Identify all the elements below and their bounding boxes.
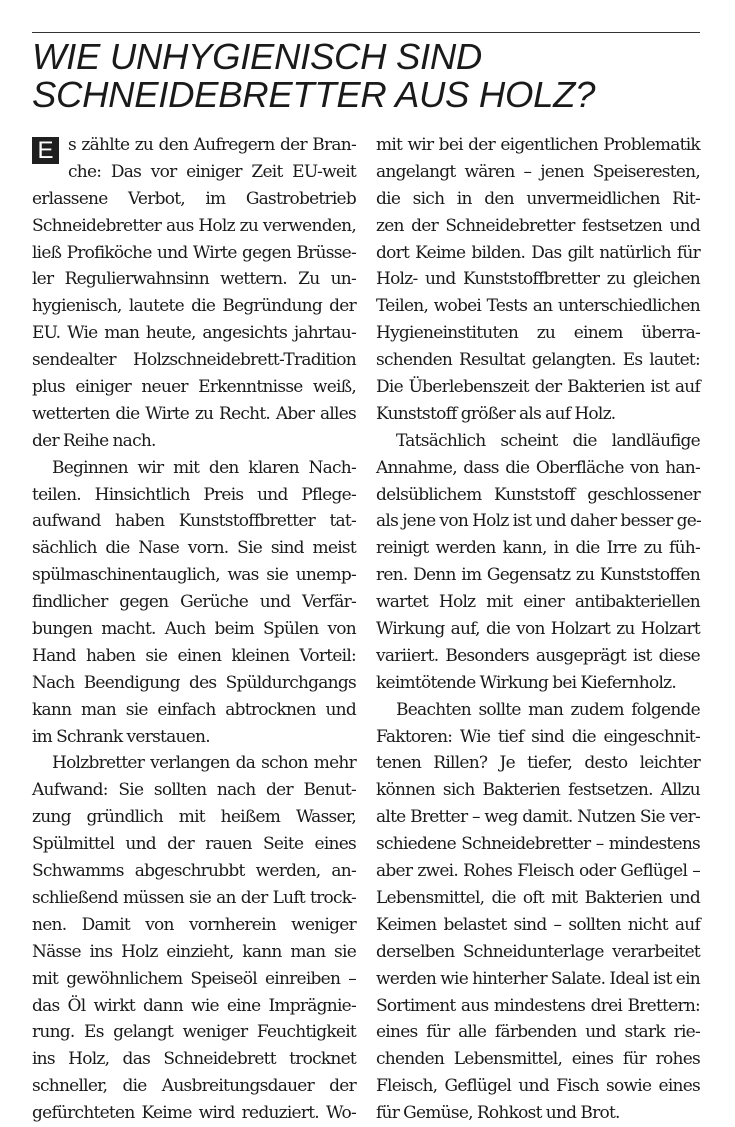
text-line: das Öl wirkt dann wie eine Imprägnie-	[32, 995, 356, 1016]
text-line: schließend müssen sie an der Luft trock-	[32, 887, 356, 908]
text-line: können sich Bakterien festsetzen. Allzu	[376, 780, 700, 801]
paragraph-3-continued	[376, 132, 700, 428]
text-line: zung gründlich mit heißem Wasser,	[32, 807, 356, 828]
text-column-left	[32, 132, 356, 1127]
text-line: variiert. Besonders ausgeprägt ist diese	[376, 645, 700, 666]
text-line: als jene von Holz ist und daher besser ge-	[376, 511, 701, 532]
text-line: Lebensmittel, die oft mit Bakterien und	[376, 887, 700, 908]
text-line: Hand haben sie einen kleinen Vorteil:	[32, 645, 356, 666]
paragraph-1	[32, 132, 356, 455]
text-line: ins Holz, das Schneidebrett trocknet	[32, 1049, 356, 1070]
text-line: ließ Profiköche und Wirte gegen Brüsse-	[32, 242, 356, 263]
text-line: Holzbretter verlangen da schon mehr	[52, 753, 356, 774]
text-line: Faktoren: Wie tief sind die eingeschnit-	[376, 726, 700, 747]
text-line: Keimen belastet sind – sollten nicht auf	[376, 914, 700, 935]
text-line: Schwamms abgeschrubbt werden, an-	[32, 861, 356, 882]
text-line: wetterten die Wirte zu Recht. Aber alles	[32, 403, 356, 424]
text-line: Nach Beendigung des Spüldurchgangs	[32, 672, 356, 693]
text-line: wartet Holz mit einer antibakteriellen	[376, 592, 700, 613]
text-line: aufwand haben Kunststoffbretter tat-	[32, 511, 356, 532]
headline-line-2: SCHNEIDEBRETTER AUS HOLZ?	[32, 74, 596, 115]
text-line: schneller, die Ausbreitungsdauer der	[32, 1076, 356, 1097]
text-line: teilen. Hinsichtlich Preis und Pflege-	[32, 484, 356, 505]
text-line: Schneidebretter aus Holz zu verwenden,	[32, 215, 356, 236]
text-line: bungen macht. Auch beim Spülen von	[32, 619, 356, 640]
text-line: ler Regulierwahnsinn wettern. Zu un-	[32, 269, 356, 290]
headline-line-1: WIE UNHYGIENISCH SIND	[32, 36, 482, 77]
text-line: werden wie hinterher Salate. Ideal ist ein	[376, 968, 700, 989]
text-line: spülmaschinentauglich, was sie unemp-	[32, 565, 356, 586]
text-line: Teilen, wobei Tests an unterschiedlichen	[376, 296, 700, 317]
text-line: derselben Schneidunterlage verarbeitet	[376, 941, 700, 962]
text-line: ren. Denn im Gegensatz zu Kunststoffen	[376, 565, 700, 586]
text-line: mit gewöhnlichem Speiseöl einreiben –	[32, 968, 356, 989]
text-line: kann man sie einfach abtrocknen und	[32, 699, 356, 720]
text-line: erlassene Verbot, im Gastrobetrieb	[32, 188, 356, 209]
text-column-right	[376, 132, 700, 1127]
text-line: che: Das vor einiger Zeit EU-weit	[68, 161, 356, 182]
text-line: gefürchteten Keime wird reduziert. Wo-	[32, 1103, 356, 1124]
text-line: nen. Damit von vornherein weniger	[32, 914, 356, 935]
text-line: mit wir bei der eigentlichen Problematik	[376, 135, 700, 155]
text-line: schiedene Schneidebretter – mindestens	[376, 834, 700, 855]
text-line: findlicher gegen Gerüche und Verfär-	[32, 592, 356, 613]
text-line: Beachten sollte man zudem folgende	[396, 699, 700, 720]
text-line: chenden Lebensmittel, eines für rohes	[376, 1049, 700, 1070]
text-line: angelangt wären – jenen Speiseresten,	[376, 161, 700, 182]
text-line: sendealter Holzschneidebrett-Tradition	[32, 350, 356, 371]
paragraph-5	[376, 697, 700, 1127]
text-line: aber zwei. Rohes Fleisch oder Geflügel –	[376, 861, 700, 882]
text-line: zen der Schneidebretter festsetzen und	[376, 215, 700, 236]
drop-cap: E	[32, 137, 59, 164]
text-line: der Reihe nach.	[32, 430, 156, 451]
text-line: die sich in den unvermeidlichen Rit-	[376, 188, 700, 209]
paragraph-2	[32, 455, 356, 751]
text-line: Beginnen wir mit den klaren Nach-	[52, 457, 356, 478]
text-line: Spülmittel und der rauen Seite eines	[32, 834, 356, 855]
text-line: Nässe ins Holz einzieht, kann man sie	[32, 941, 356, 962]
top-rule	[32, 32, 700, 33]
text-line: schenden Resultat gelangten. Es lautet:	[376, 350, 700, 371]
text-line: EU. Wie man heute, angesichts jahrtau-	[32, 323, 356, 344]
text-line: Sortiment aus mindestens drei Brettern:	[376, 995, 700, 1016]
paragraph-4	[376, 428, 700, 697]
text-line: Holz- und Kunststoffbretter zu gleichen	[376, 269, 700, 290]
text-line: Aufwand: Sie sollten nach der Benut-	[32, 780, 356, 801]
text-line: delsüblichem Kunststoff geschlossener	[376, 484, 700, 505]
text-line: für Gemüse, Rohkost und Brot.	[376, 1103, 620, 1124]
text-line: sächlich die Nase vorn. Sie sind meist	[32, 538, 356, 559]
text-line: eines für alle färbenden und stark rie-	[376, 1022, 700, 1043]
text-line: hygienisch, lautete die Begründung der	[32, 296, 356, 317]
text-line: im Schrank verstauen.	[32, 726, 210, 747]
article-headline	[32, 38, 712, 114]
text-line: plus einiger neuer Erkenntnisse weiß,	[32, 377, 356, 398]
text-line: Kunststoff größer als auf Holz.	[376, 403, 616, 424]
text-line: keimtötende Wirkung bei Kiefernholz.	[376, 672, 676, 693]
text-line: dort Keime bilden. Das gilt natürlich für	[376, 242, 700, 263]
text-line: reinigt werden kann, in die Irre zu füh-	[376, 538, 700, 559]
text-line: rung. Es gelangt weniger Feuchtigkeit	[32, 1022, 356, 1043]
text-line: Fleisch, Geflügel und Fisch sowie eines	[376, 1076, 700, 1097]
text-line: Annahme, dass die Oberfläche von han-	[376, 457, 700, 478]
text-line: Die Überlebenszeit der Bakterien ist auf	[376, 377, 700, 398]
text-line: Hygieneinstituten zu einem überra-	[376, 323, 700, 344]
text-line: tenen Rillen? Je tiefer, desto leichter	[376, 753, 700, 774]
text-line: alte Bretter – weg damit. Nutzen Sie ver-	[376, 807, 700, 828]
text-line: s zählte zu den Aufregern der Bran-	[68, 135, 356, 155]
text-line: Tatsächlich scheint die landläufige	[396, 430, 700, 451]
text-line: Wirkung auf, die von Holzart zu Holzart	[376, 619, 700, 640]
paragraph-3	[32, 750, 356, 1126]
